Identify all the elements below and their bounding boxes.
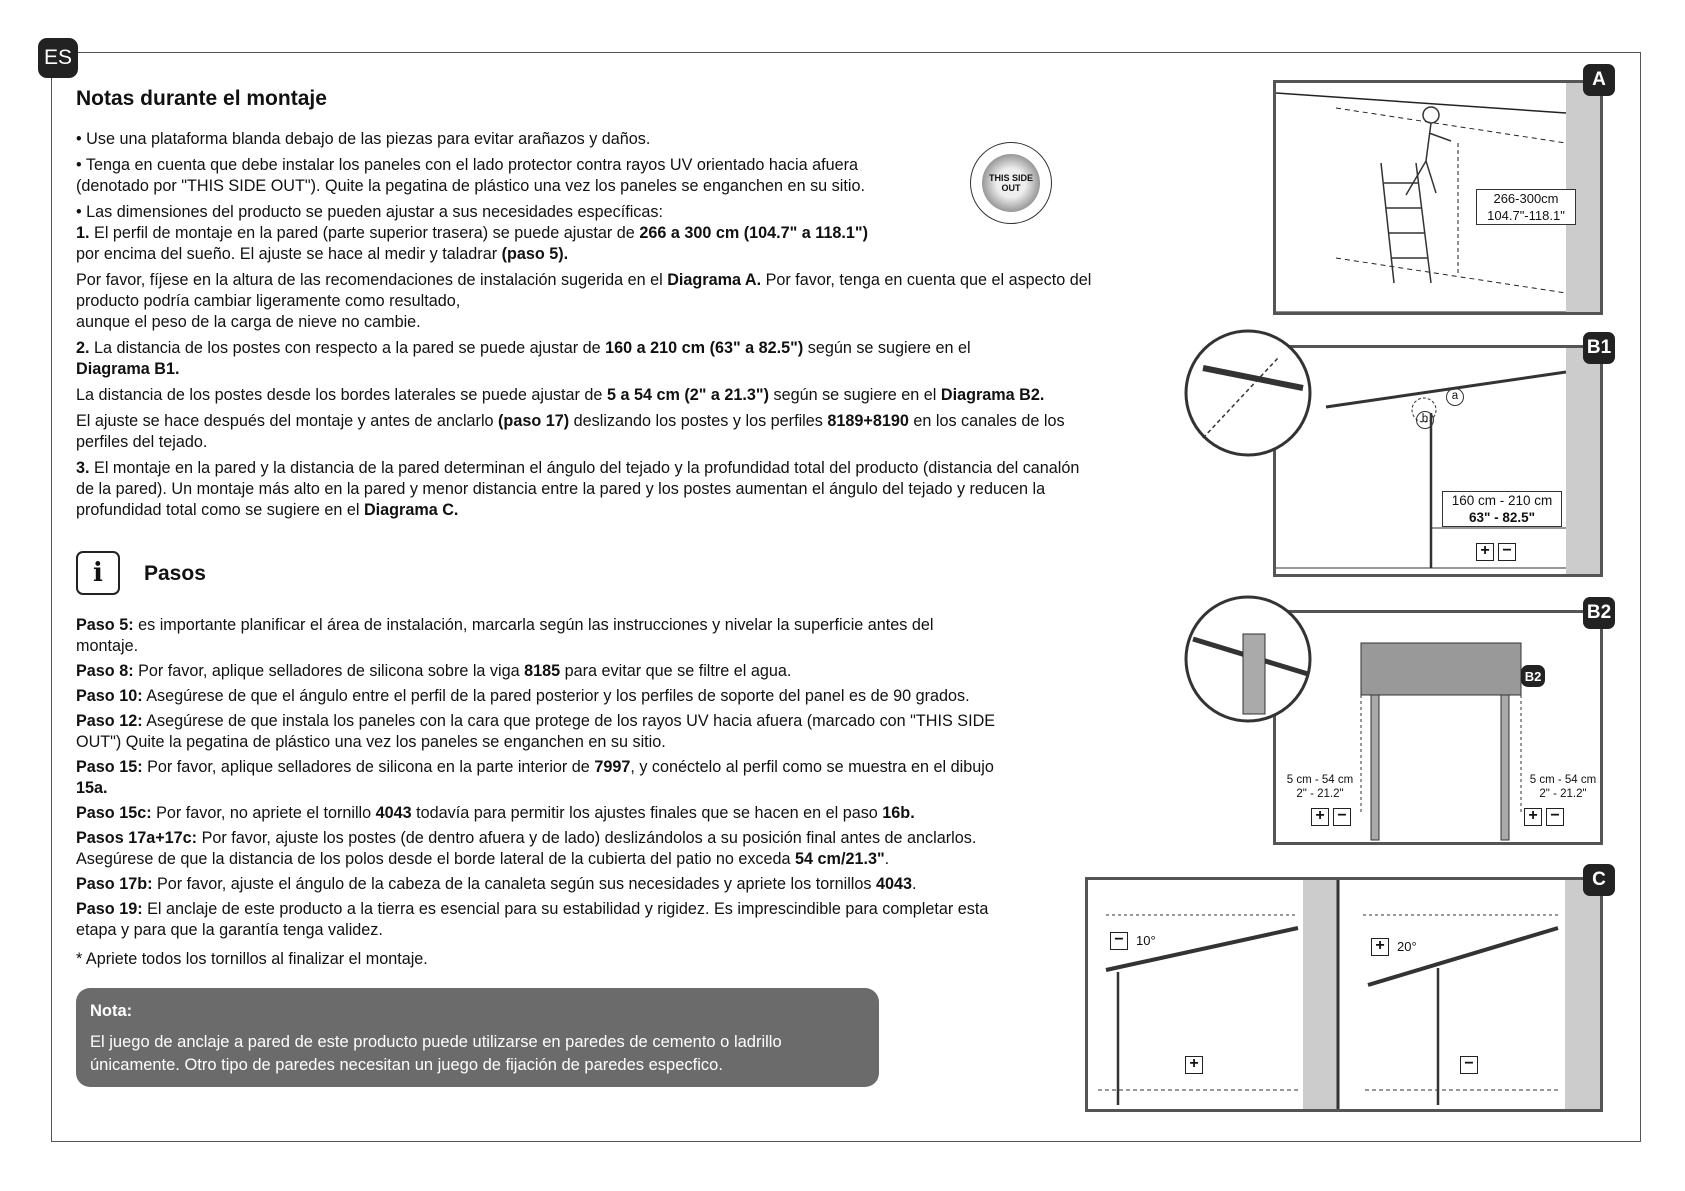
minus-icon: − xyxy=(1110,932,1128,950)
b1-detail-circle xyxy=(1183,328,1313,458)
note-1: 1. El perfil de montaje en la pared (parte superior trasera) se puede ajustar de 266 a 300 cm (104.7" a 118.1") por encima del sueño. El ajuste se hace al medir y taladrar (paso 5). xyxy=(76,224,868,263)
minus-icon: − xyxy=(1460,1056,1478,1074)
note-2: 2. La distancia de los postes con respecto a la pared se puede ajustar de 160 a 210 cm (63" a 82.5") según se sugiere en el Diagrama B1. xyxy=(76,339,971,378)
b2-dim-right: 5 cm - 54 cm 2" - 21.2" xyxy=(1529,774,1597,800)
angle-10: 10° xyxy=(1136,933,1156,948)
step-item: Paso 19: El anclaje de este producto a la tierra es esencial para su estabilidad y rigidez. Es imprescindible para completar esta etapa y para que la garantía tenga validez. xyxy=(76,900,989,939)
plus-minus-icon: + − xyxy=(1311,808,1351,826)
uv-sticker-label: THIS SIDE OUT xyxy=(982,154,1040,212)
diagram-c-drawing xyxy=(1088,880,1600,1109)
step-item: Paso 15c: Por favor, no apriete el tornillo 4043 todavía para permitir los ajustes finales que se hacen en el paso 16b. xyxy=(76,804,915,822)
pasos-header xyxy=(76,551,1096,595)
step-item: Paso 10: Asegúrese de que el ángulo entre el perfil de la pared posterior y los perfiles de soporte del panel es de 90 grados. xyxy=(76,687,970,705)
plus-minus-icon: + − xyxy=(1524,808,1564,826)
callout-b: b xyxy=(1416,411,1434,429)
text-column xyxy=(76,84,1096,1087)
diagram-b1-dimension: 160 cm - 210 cm 63" - 82.5" xyxy=(1442,491,1562,527)
diagram-b2-tag: B2 xyxy=(1583,597,1615,629)
page-title: Notas durante el montaje xyxy=(76,87,327,110)
uv-sticker-icon xyxy=(970,142,1052,224)
bullet-2-cont: (denotado por "THIS SIDE OUT"). Quite la pegatina de plástico una vez los paneles se enganchen en su sitio. xyxy=(76,177,865,195)
bullet-3: • Las dimensiones del producto se pueden ajustar a sus necesidades específicas: xyxy=(76,202,1096,223)
step-item: Paso 17b: Por favor, ajuste el ángulo de la cabeza de la canaleta según sus necesidades y apriete los tornillos 4043. xyxy=(76,875,917,893)
step-item: Paso 8: Por favor, aplique selladores de silicona sobre la viga 8185 para evitar que se filtre el agua. xyxy=(76,662,792,680)
step-item: Pasos 17a+17c: Por favor, ajuste los postes (de dentro afuera y de lado) deslizándolos a su posición final antes de anclarlos. Asegúrese de que la distancia de los polos desde el borde lateral de la cubierta del patio no exceda 54 cm/21.3". xyxy=(76,829,977,868)
diagram-b2 xyxy=(1273,610,1603,845)
diagram-c xyxy=(1085,877,1603,1112)
nota-text: El juego de anclaje a pared de este producto puede utilizarse en paredes de cemento o ladrillo únicamente. Otro tipo de paredes necesitan un juego de fijación de paredes especfico. xyxy=(90,1033,782,1074)
info-icon: i xyxy=(76,551,120,595)
steps-list xyxy=(76,615,996,970)
diagram-a-dimension: 266-300cm 104.7"-118.1" xyxy=(1476,189,1576,225)
language-badge: ES xyxy=(38,38,78,78)
step-item: Paso 15: Por favor, aplique selladores de silicona en la parte interior de 7997, y conéctelo al perfil como se muestra en el dibujo 15a. xyxy=(76,758,994,797)
nota-title: Nota: xyxy=(90,1002,133,1020)
nota-box xyxy=(76,988,879,1087)
note-2-para-a: La distancia de los postes desde los bordes laterales se puede ajustar de 5 a 54 cm (2" a 21.3") según se sugiere en el Diagrama B2. xyxy=(76,386,1045,404)
b2-inner-tag: B2 xyxy=(1521,665,1545,687)
diagram-b1-tag: B1 xyxy=(1583,332,1615,364)
plus-icon: + xyxy=(1371,938,1389,956)
footnote: * Apriete todos los tornillos al finalizar el montaje. xyxy=(76,950,428,968)
b2-dim-left: 5 cm - 54 cm 2" - 21.2" xyxy=(1286,774,1354,800)
callout-a: a xyxy=(1446,388,1464,406)
note-1-para: Por favor, fíjese en la altura de las recomendaciones de instalación sugerida en el Diagrama A. Por favor, tenga en cuenta que el aspecto del producto podría cambiar ligeramente como resultado, aunque el peso de la carga de nieve no cambie. xyxy=(76,271,1092,331)
step-item: Paso 5: es importante planificar el área de instalación, marcarla según las instrucciones y nivelar la superficie antes del montaje. xyxy=(76,616,934,655)
diagram-a xyxy=(1273,80,1603,315)
pasos-title: Pasos xyxy=(144,561,206,585)
angle-20: 20° xyxy=(1397,939,1417,954)
diagram-b1 xyxy=(1273,345,1603,577)
diagram-c-tag: C xyxy=(1583,864,1615,896)
diagram-b1-drawing xyxy=(1276,348,1600,574)
note-2-para-b: El ajuste se hace después del montaje y antes de anclarlo (paso 17) deslizando los postes y los perfiles 8189+8190 en los canales de los perfiles del tejado. xyxy=(76,412,1065,451)
diagram-a-tag: A xyxy=(1583,64,1615,96)
bullet-1: • Use una plataforma blanda debajo de las piezas para evitar arañazos y daños. xyxy=(76,129,1096,150)
plus-minus-icon: + − xyxy=(1476,543,1516,561)
note-3: 3. El montaje en la pared y la distancia de la pared determinan el ángulo del tejado y la profundidad total del producto (distancia del canalón de la pared). Un montaje más alto en la pared y menor distancia entre la pared y los postes aumentan el ángulo del tejado y reducen la profundidad total como se sugiere en el Diagrama C. xyxy=(76,459,1080,519)
b2-detail-circle xyxy=(1183,594,1313,724)
step-item: Paso 12: Asegúrese de que instala los paneles con la cara que protege de los rayos UV hacia afuera (marcado con "THIS SIDE OUT") Quite la pegatina de plástico una vez los paneles se enganchen en su sitio. xyxy=(76,712,996,751)
plus-icon: + xyxy=(1185,1056,1203,1074)
bullet-2: • Tenga en cuenta que debe instalar los paneles con el lado protector contra rayos UV orientado hacia afuera xyxy=(76,155,1096,176)
